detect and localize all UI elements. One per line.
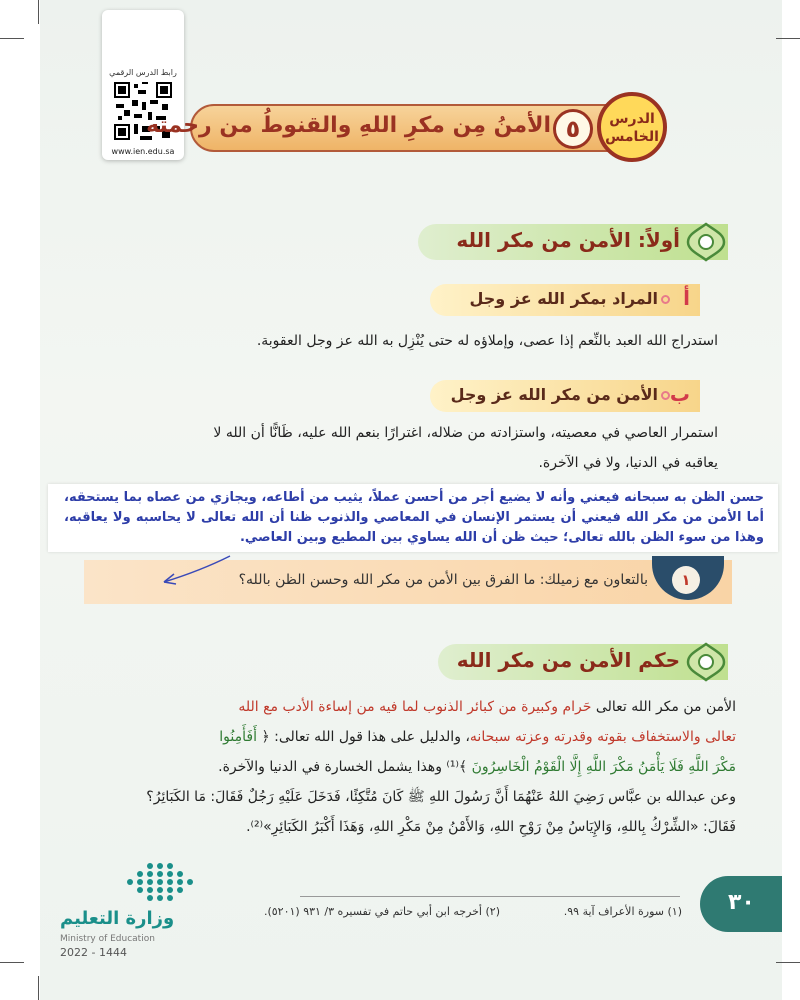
- ruling-text: الأمن من مكر الله تعالى: [591, 699, 736, 715]
- arabesque-ornament-icon: [684, 220, 728, 264]
- sub-title: الأمن من مكر الله عز وجل: [450, 385, 658, 404]
- subheading-a: [430, 284, 700, 316]
- edition-year: 2022 - 1444: [60, 946, 127, 959]
- activity-number: ١: [672, 566, 700, 594]
- hadith-line-1: وعن عبدالله بن عبَّاس رَضِيَ اللهُ عَنْهُمَا أَنَّ رَسُولَ اللهِ ﷺ كَانَ مُتَّكِئًا، فَدَخَلَ عَلَيْهِ رَجُلٌ فَقَالَ: مَا الكَبَائِرُ؟: [146, 789, 736, 805]
- ruling-highlight: حَرام وكبيرة من كبائر الذنوب لما فيه من إساءة الأدب مع الله: [238, 699, 592, 715]
- footnote-1: (١) سورة الأعراف آية ٩٩.: [563, 905, 682, 918]
- crop-mark: [776, 38, 800, 39]
- footnote-divider: [300, 896, 680, 897]
- paragraph-b-line2: يعاقبه في الدنيا، ولا في الآخرة.: [538, 455, 718, 471]
- qr-url: www.ien.edu.sa: [111, 147, 175, 156]
- activity-text: بالتعاون مع زميلك: ما الفرق بين الأمن من مكر الله وحسن الظن بالله؟: [238, 572, 648, 588]
- page-number-tab: [700, 876, 782, 932]
- section-heading-2: [438, 644, 728, 680]
- hadith-line-2: فَقَالَ: «الشِّرْكُ بِاللهِ، وَالإِيَاسُ مِنْ رَوْحِ اللهِ، وَالأَمْنُ مِنْ مَكْرِ اللهِ، وَهَذَا أَكْبَرُ الكَبَائِرِ»⁽²⁾.: [246, 819, 736, 835]
- subheading-b: [430, 380, 700, 412]
- ministry-logo: [60, 860, 200, 970]
- annotation-arrow-icon: [150, 552, 240, 592]
- ruling-text: ، والدليل على هذا قول الله تعالى: ﴿: [257, 729, 470, 745]
- quran-verse: أَفَأَمِنُوا: [219, 729, 257, 745]
- lesson-number: ٥: [553, 109, 593, 149]
- lesson-title: الأمنُ مِن مكرِ اللهِ والقنوطُ من رحمته: [146, 113, 551, 138]
- section-title: أولاً: الأمن من مكر الله: [456, 228, 680, 252]
- qr-label: رابط الدرس الرقمي: [109, 68, 177, 77]
- sub-letter: أ: [683, 286, 690, 310]
- ruling-paragraph: [76, 692, 736, 842]
- lesson-badge: [597, 92, 667, 162]
- ruling-text: ﴾⁽¹⁾ وهذا يشمل الخسارة في الدنيا والآخرة.: [218, 759, 472, 775]
- lesson-badge-line2: الخامس: [605, 129, 659, 145]
- annotation-text: حسن الظن به سبحانه فيعني وأنه لا يضيع أجر من أحسن عملاً، يثيب من أطاعه، ويجازي من عصاه بما يستحقه، أما الأمن من مكر الله فيعني أن يستمر الإنسان في المعاصي والذنوب ظنا أن الله تعالى لا يحاسبه ولا يعاقبه، وهذا من سوء الظن بالله تعالى؛ حيث ظن أن الله يساوي بين المطيع وبين العاصي.: [64, 490, 764, 545]
- ruling-line-2: [76, 722, 736, 752]
- ministry-name-ar: وزارة التعليم: [60, 908, 175, 929]
- bullet-dot-icon: [661, 391, 670, 400]
- section-heading-1: [418, 224, 728, 260]
- arabesque-ornament-icon: [684, 640, 728, 684]
- ruling-line-1: [76, 692, 736, 722]
- section-title: حكم الأمن من مكر الله: [456, 648, 680, 672]
- quran-verse: مَكْرَ اللَّهِ فَلَا يَأْمَنُ مَكْرَ اللَّهِ إِلَّا الْقَوْمُ الْخَاسِرُونَ: [471, 759, 736, 775]
- crop-mark: [38, 976, 39, 1000]
- crop-mark: [776, 962, 800, 963]
- sub-title: المراد بمكر الله عز وجل: [469, 289, 658, 308]
- ruling-line-3: [76, 752, 736, 782]
- paragraph-b: [78, 418, 718, 478]
- paragraph-a: استدراج الله العبد بالنِّعم إذا عصى، وإملاؤه له حتى يُنْزِل به الله عز وجل العقوبة.: [256, 333, 718, 349]
- paragraph-b-line1: استمرار العاصي في معصيته، واستزادته من ضلاله، اغترارًا بنعم الله عليه، ظَانًّا أن الله لا: [213, 425, 718, 441]
- sub-letter: ب: [669, 382, 690, 406]
- crop-mark: [0, 38, 24, 39]
- ministry-name-en: Ministry of Education: [60, 934, 155, 944]
- footnote-2: (٢) أخرجه ابن أبي حاتم في تفسيره ٣/ ٩٣١ (٥٢٠١).: [263, 905, 500, 918]
- annotation-note: [48, 484, 778, 552]
- ministry-dots-icon: [100, 860, 200, 904]
- lesson-badge-line1: الدرس: [609, 111, 655, 127]
- crop-mark: [38, 0, 39, 24]
- bullet-dot-icon: [661, 295, 670, 304]
- crop-mark: [0, 962, 24, 963]
- page-number: ٣٠: [728, 890, 755, 915]
- ruling-highlight: تعالى والاستخفاف بقوته وقدرته وعزته سبحانه: [469, 729, 736, 745]
